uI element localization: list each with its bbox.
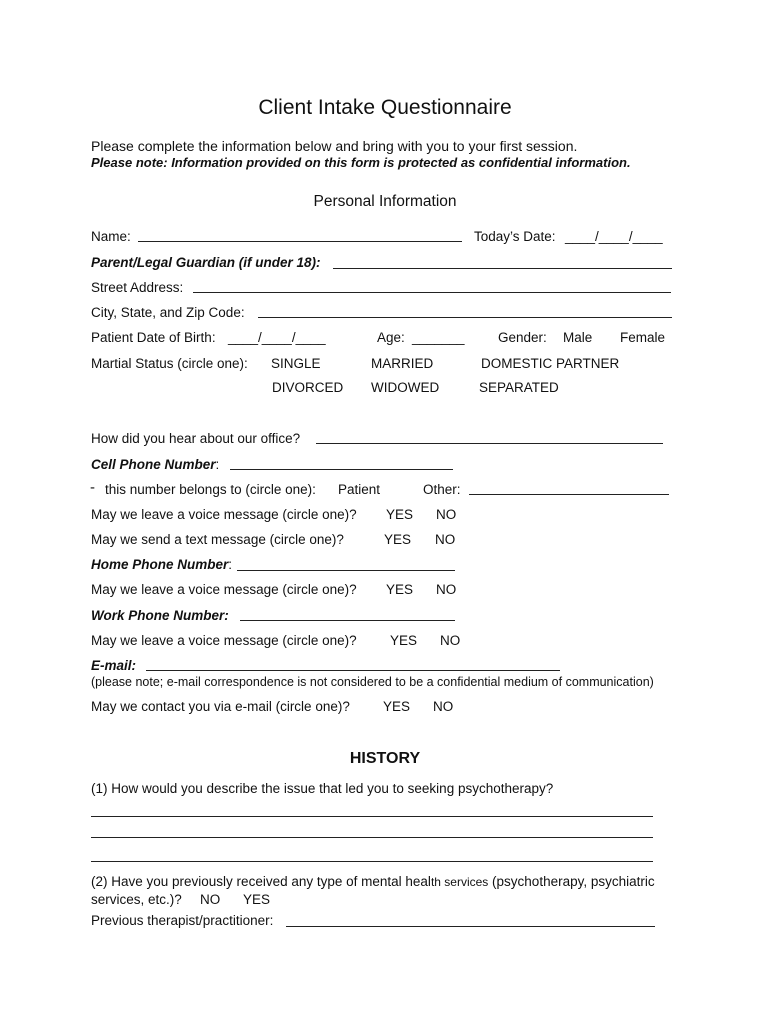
cell-voice-yes[interactable]: YES [386,507,414,522]
cell-voice-question: May we leave a voice message (circle one)? [91,507,357,522]
age-label: Age: [377,330,405,345]
email-contact-yes[interactable]: YES [383,699,411,714]
name-label: Name: [91,229,131,244]
history-q2-yes[interactable]: YES [243,892,271,907]
marital-option-married[interactable]: MARRIED [371,356,434,371]
guardian-label: Parent/Legal Guardian (if under 18): [91,255,321,270]
previous-therapist-label: Previous therapist/practitioner: [91,913,274,928]
history-answer-line-2[interactable] [91,837,653,838]
work-voice-yes[interactable]: YES [390,633,418,648]
referral-field[interactable] [316,443,663,444]
history-question-2-c: (psychotherapy, psychiatric [488,874,655,889]
home-voice-no[interactable]: NO [436,582,457,597]
work-voice-no[interactable]: NO [440,633,461,648]
work-phone-label: Work Phone Number: [91,608,229,623]
email-contact-question: May we contact you via e-mail (circle one)? [91,699,350,714]
history-question-2 [91,874,655,890]
belongs-other-field[interactable] [469,494,669,495]
section-heading-history: HISTORY [349,750,421,767]
history-q2-no[interactable]: NO [200,892,221,907]
history-answer-line-1[interactable] [91,816,653,817]
gender-label: Gender: [498,330,547,345]
page-title: Client Intake Questionnaire [258,96,512,119]
city-field[interactable] [258,317,672,318]
cell-text-no[interactable]: NO [435,532,456,547]
history-answer-line-3[interactable] [91,861,653,862]
street-field[interactable] [193,292,671,293]
history-question-2-a: (2) Have you previously received any type of mental heal [91,874,431,889]
city-label: City, State, and Zip Code: [91,305,245,320]
home-phone-field[interactable] [237,570,455,571]
marital-option-separated[interactable]: SEPARATED [479,380,559,395]
previous-therapist-field[interactable] [286,926,655,927]
email-contact-no[interactable]: NO [433,699,454,714]
belongs-label: this number belongs to (circle one): [105,482,316,497]
cell-phone-colon: : [215,457,220,472]
name-field[interactable] [138,241,462,242]
marital-label: Martial Status (circle one): [91,356,248,371]
home-voice-question: May we leave a voice message (circle one)? [91,582,357,597]
home-voice-yes[interactable]: YES [386,582,414,597]
cell-phone-field[interactable] [230,469,453,470]
gender-option-male[interactable]: Male [563,330,593,345]
cell-voice-no[interactable]: NO [436,507,457,522]
confidential-note: Please note: Information provided on this form is protected as confidential information. [91,155,631,170]
email-label: E-mail: [91,658,137,673]
cell-text-yes[interactable]: YES [384,532,412,547]
street-label: Street Address: [91,280,184,295]
referral-label: How did you hear about our office? [91,431,301,446]
belongs-option-patient[interactable]: Patient [338,482,381,497]
section-heading-personal: Personal Information [313,193,457,210]
todays-date-field[interactable]: ____/____/____ [565,229,663,244]
email-field[interactable] [146,670,560,671]
guardian-field[interactable] [333,268,672,269]
intro-text: Please complete the information below and bring with you to your first session. [91,138,578,154]
marital-option-widowed[interactable]: WIDOWED [371,380,440,395]
home-phone-colon: : [228,557,233,572]
marital-option-single[interactable]: SINGLE [271,356,321,371]
history-question-1: (1) How would you describe the issue that led you to seeking psychotherapy? [91,781,554,796]
cell-text-question: May we send a text message (circle one)? [91,532,344,547]
belongs-other-label: Other: [423,482,461,497]
email-note: (please note; e-mail correspondence is not considered to be a confidential medium of communication) [91,675,654,689]
work-voice-question: May we leave a voice message (circle one)? [91,633,357,648]
marital-option-domestic-partner[interactable]: DOMESTIC PARTNER [481,356,620,371]
dash-bullet: - [90,479,95,496]
history-question-2-b: th services [430,875,489,889]
dob-field[interactable]: ____/____/____ [228,330,326,345]
todays-date-label: Today’s Date: [474,229,556,244]
dob-label: Patient Date of Birth: [91,330,216,345]
work-phone-field[interactable] [240,620,455,621]
home-phone-label: Home Phone Number [91,557,229,572]
history-question-2-line2: services, etc.)? [91,892,182,907]
gender-option-female[interactable]: Female [620,330,666,345]
cell-phone-label: Cell Phone Number [91,457,216,472]
marital-option-divorced[interactable]: DIVORCED [272,380,344,395]
age-field[interactable]: _______ [412,330,465,345]
